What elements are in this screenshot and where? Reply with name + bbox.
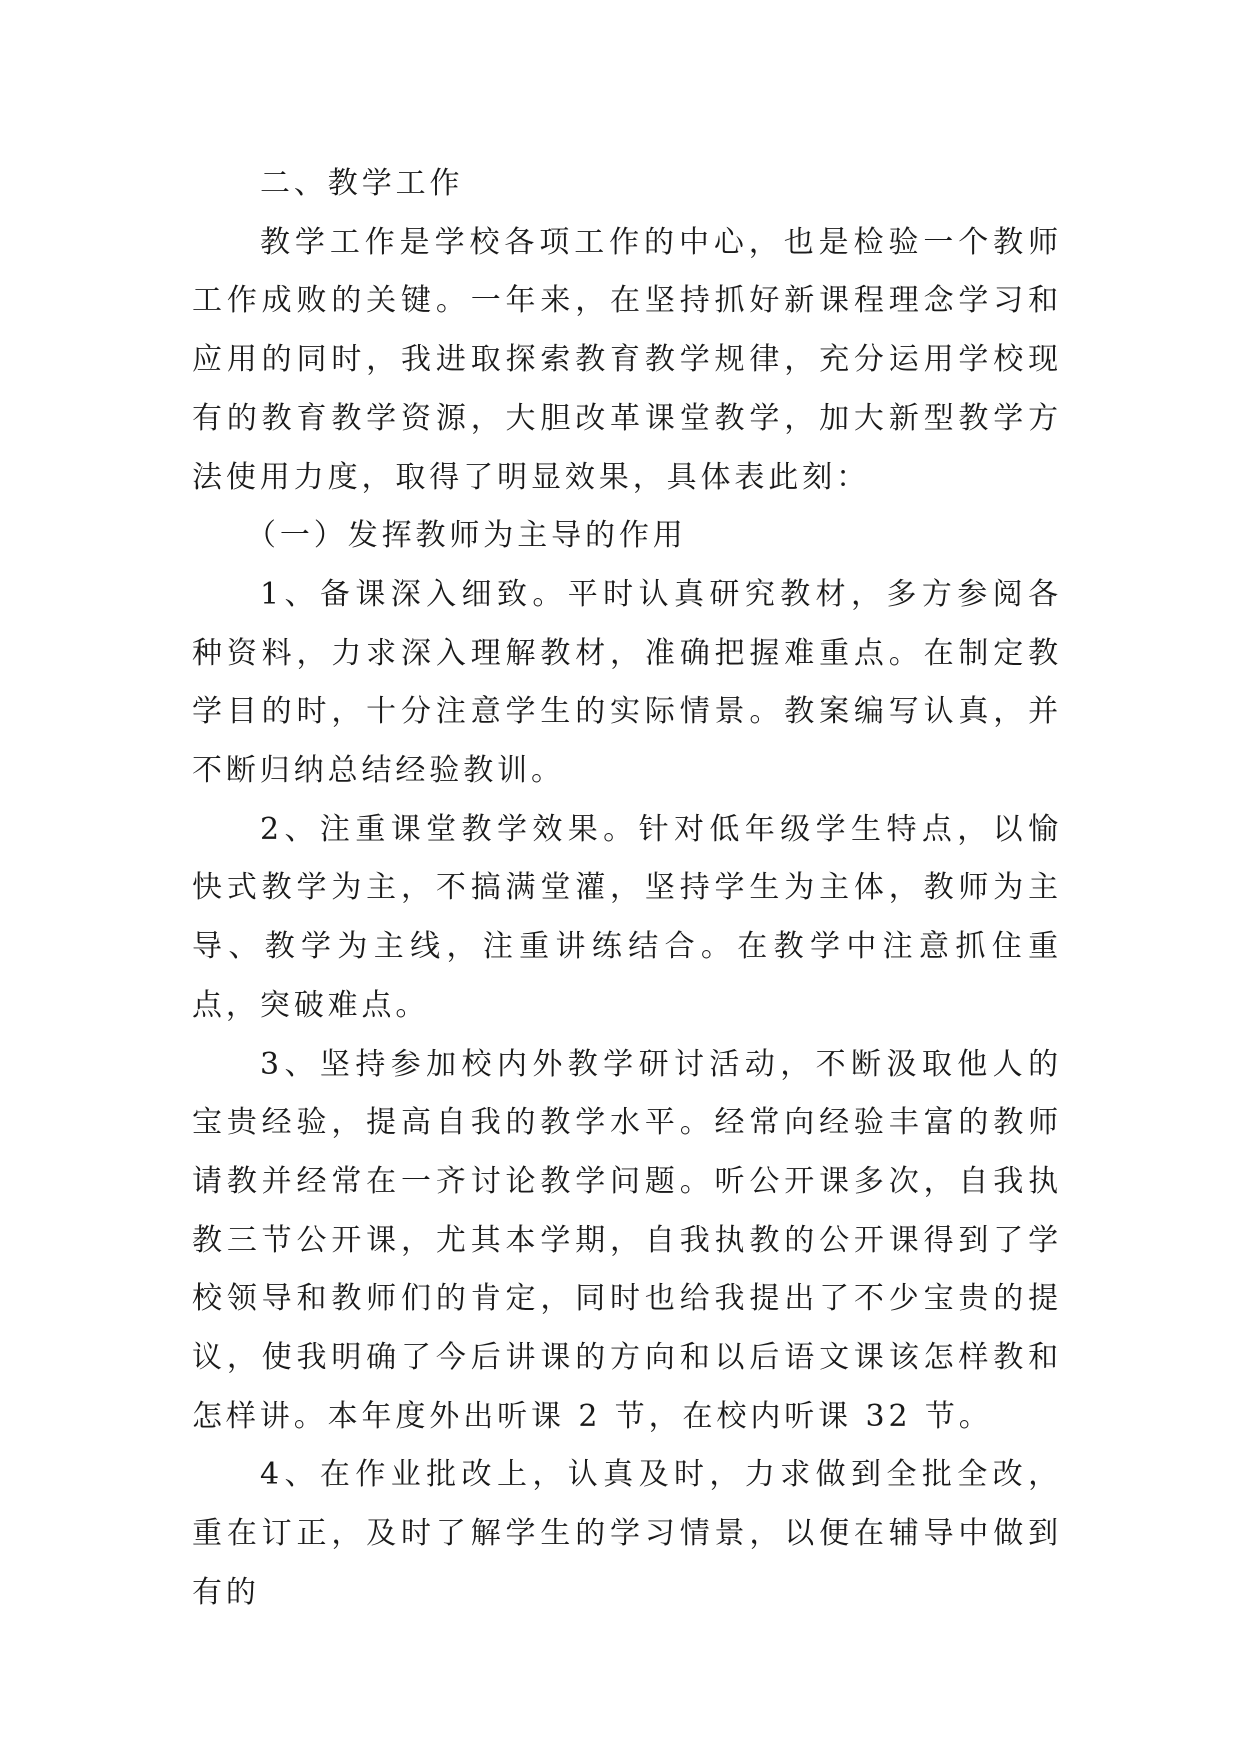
subsection-heading: （一）发挥教师为主导的作用 bbox=[246, 518, 687, 554]
item-paragraph: 2、注重课堂教学效果。针对低年级学生特点，以愉快式教学为主，不搞满堂灌，坚持学生为主体，教师为主导、教学为主线，注重讲练结合。在教学中注意抓住重点，突破难点。 bbox=[192, 811, 1062, 1023]
item-paragraph: 3、坚持参加校内外教学研讨活动，不断汲取他人的宝贵经验，提高自我的教学水平。经常向经验丰富的教师请教并经常在一齐讨论教学问题。听公开课多次，自我执教三节公开课，尤其本学期，自我执教的公开课得到了学校领导和教师们的肯定，同时也给我提出了不少宝贵的提议，使我明确了今后讲课的方向和以后语文课该怎样教和怎样讲。本年度外出听课 2 节，在校内听课 32 节。 bbox=[192, 1046, 1062, 1434]
section-heading: 二、教学工作 bbox=[260, 166, 464, 201]
intro-paragraph: 教学工作是学校各项工作的中心，也是检验一个教师工作成败的关键。一年来，在坚持抓好新课程理念学习和应用的同时，我进取探索教育教学规律，充分运用学校现有的教育教学资源，大胆改革课堂教学，加大新型教学方法使用力度，取得了明显效果，具体表此刻： bbox=[192, 224, 1062, 495]
item-paragraph: 4、在作业批改上，认真及时，力求做到全批全改，重在订正，及时了解学生的学习情景，以便在辅导中做到有的 bbox=[192, 1457, 1062, 1610]
document-body bbox=[192, 155, 1062, 1623]
item-paragraph: 1、备课深入细致。平时认真研究教材，多方参阅各种资料，力求深入理解教材，准确把握难重点。在制定教学目的时，十分注意学生的实际情景。教案编写认真，并不断归纳总结经验教训。 bbox=[192, 576, 1062, 789]
